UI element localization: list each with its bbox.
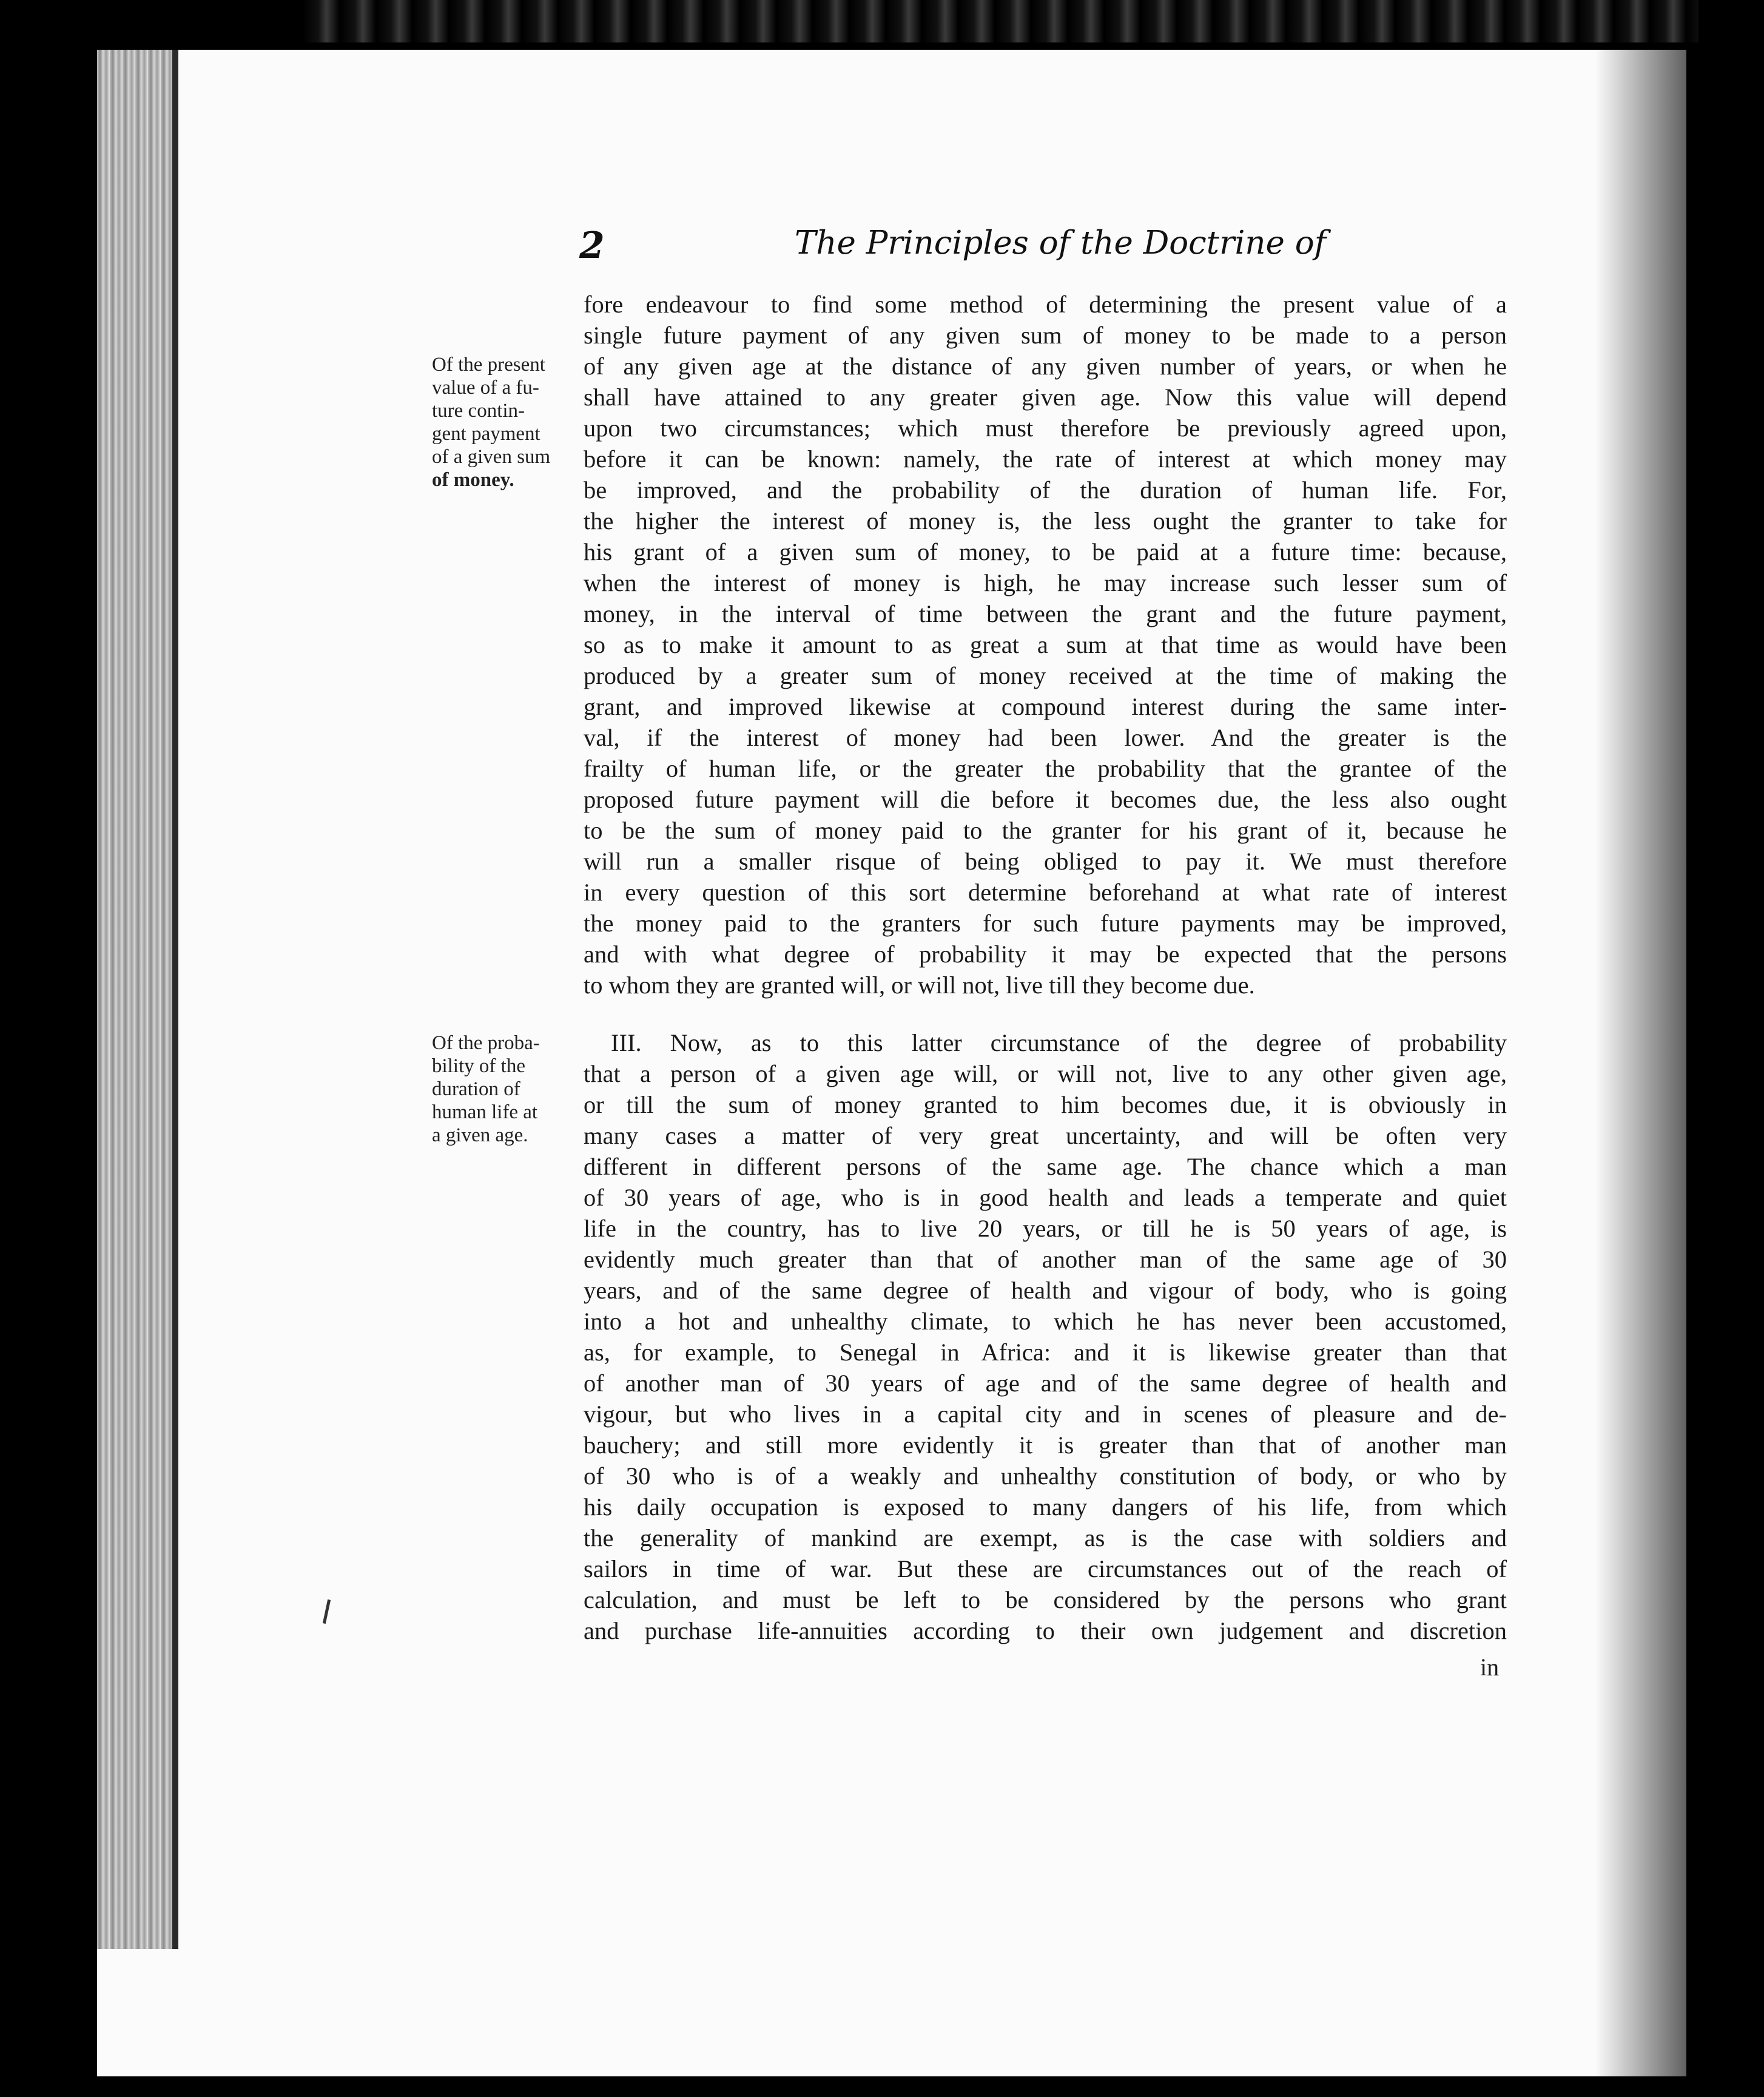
text-line: that a person of a given age will, or will not, live to any other given age, — [584, 1060, 1507, 1087]
book-spine-edge — [97, 50, 176, 1949]
text-line: shall have attained to any greater given age. Now this value will depend — [584, 383, 1507, 411]
catchword: in — [1480, 1653, 1500, 1681]
margin-note-line: human life at — [432, 1101, 538, 1123]
text-line: his daily occupation is exposed to many dangers of his life, from which — [584, 1493, 1507, 1521]
text-line: grant, and improved likewise at compound interest during the same inter- — [584, 693, 1507, 720]
text-line: of another man of 30 years of age and of the same degree of health and — [584, 1369, 1507, 1397]
text-line: upon two circumstances; which must therefore be previously agreed upon, — [584, 414, 1507, 442]
margin-note-line: gent payment — [432, 423, 540, 445]
text-line: bauchery; and still more evidently it is greater than that of another man — [584, 1431, 1507, 1459]
text-line: sailors in time of war. But these are circumstances out of the reach of — [584, 1555, 1507, 1582]
text-line: the higher the interest of money is, the less ought the granter to take for — [584, 507, 1507, 535]
margin-note-line: of a given sum — [432, 446, 551, 468]
text-line: money, in the interval of time between the grant and the future payment, — [584, 600, 1507, 627]
text-line: life in the country, has to live 20 years, or till he is 50 years of age, is — [584, 1215, 1507, 1242]
margin-note-line: duration of — [432, 1078, 520, 1100]
text-line: years, and of the same degree of health and vigour of body, who is going — [584, 1277, 1507, 1304]
text-line: before it can be known: namely, the rate of interest at which money may — [584, 445, 1507, 473]
text-line: as, for example, to Senegal in Africa: and it is likewise greater than that — [584, 1339, 1507, 1366]
text-line: of 30 who is of a weakly and unhealthy constitution of body, or who by — [584, 1462, 1507, 1490]
page-header — [0, 225, 1764, 279]
text-line: vigour, but who lives in a capital city and in scenes of pleasure and de- — [584, 1400, 1507, 1428]
text-line: so as to make it amount to as great a sum at that time as would have been — [584, 631, 1507, 658]
text-line: when the interest of money is high, he may increase such lesser sum of — [584, 569, 1507, 596]
margin-note-line: ture contin- — [432, 400, 525, 422]
text-line: his grant of a given sum of money, to be paid at a future time: because, — [584, 538, 1507, 566]
text-line: of 30 years of age, who is in good health and leads a temperate and quiet — [584, 1184, 1507, 1211]
text-line: evidently much greater than that of another man of the same age of 30 — [584, 1246, 1507, 1273]
text-line: proposed future payment will die before it becomes due, the less also ought — [584, 786, 1507, 813]
margin-note-line: of money. — [432, 469, 514, 491]
margin-note-line: value of a fu- — [432, 377, 539, 399]
text-line: to whom they are granted will, or will not, live till they become due. — [584, 971, 1255, 999]
margin-note-line: Of the proba- — [432, 1032, 540, 1054]
text-line: of any given age at the distance of any given number of years, or when he — [584, 353, 1507, 380]
paragraph-2 — [584, 1027, 1507, 1646]
text-line: to be the sum of money paid to the granter for his grant of it, because he — [584, 817, 1507, 844]
margin-note-line: Of the present — [432, 354, 545, 376]
text-line: III. Now, as to this latter circumstance of the degree of probability — [611, 1029, 1507, 1056]
text-line: or till the sum of money granted to him becomes due, it is obviously in — [584, 1091, 1507, 1118]
page-gutter-shadow — [1595, 50, 1686, 2076]
running-head: The Principles of the Doctrine of — [795, 225, 1327, 262]
text-line: into a hot and unhealthy climate, to which he has never been accustomed, — [584, 1308, 1507, 1335]
margin-note-probability — [432, 1032, 577, 1147]
text-line: produced by a greater sum of money received at the time of making the — [584, 662, 1507, 689]
text-line: single future payment of any given sum of money to be made to a person — [584, 322, 1507, 349]
text-line: different in different persons of the same age. The chance which a man — [584, 1153, 1507, 1180]
text-line: many cases a matter of very great uncertainty, and will be often very — [584, 1122, 1507, 1149]
text-line: val, if the interest of money had been lower. And the greater is the — [584, 724, 1507, 751]
margin-note-present-value — [432, 353, 577, 491]
text-line: frailty of human life, or the greater the probability that the grantee of the — [584, 755, 1507, 782]
paragraph-1 — [584, 289, 1507, 1001]
margin-note-line: bility of the — [432, 1055, 525, 1077]
text-line: fore endeavour to find some method of determining the present value of a — [584, 291, 1507, 318]
text-line: will run a smaller risque of being obliged to pay it. We must therefore — [584, 848, 1507, 875]
text-line: and purchase life-annuities according to their own judgement and discretion — [584, 1617, 1507, 1644]
text-line: in every question of this sort determine beforehand at what rate of interest — [584, 879, 1507, 906]
page-number: 2 — [579, 225, 605, 267]
text-line: the money paid to the granters for such future payments may be improved, — [584, 910, 1507, 937]
text-line: and with what degree of probability it may be expected that the persons — [584, 940, 1507, 968]
text-line: be improved, and the probability of the duration of human life. For, — [584, 476, 1507, 504]
text-line: the generality of mankind are exempt, as is the case with soldiers and — [584, 1524, 1507, 1552]
scan-top-edge — [303, 0, 1698, 42]
margin-note-line: a given age. — [432, 1124, 528, 1146]
text-line: calculation, and must be left to be considered by the persons who grant — [584, 1586, 1507, 1613]
spine-shadow-line — [172, 50, 178, 1949]
